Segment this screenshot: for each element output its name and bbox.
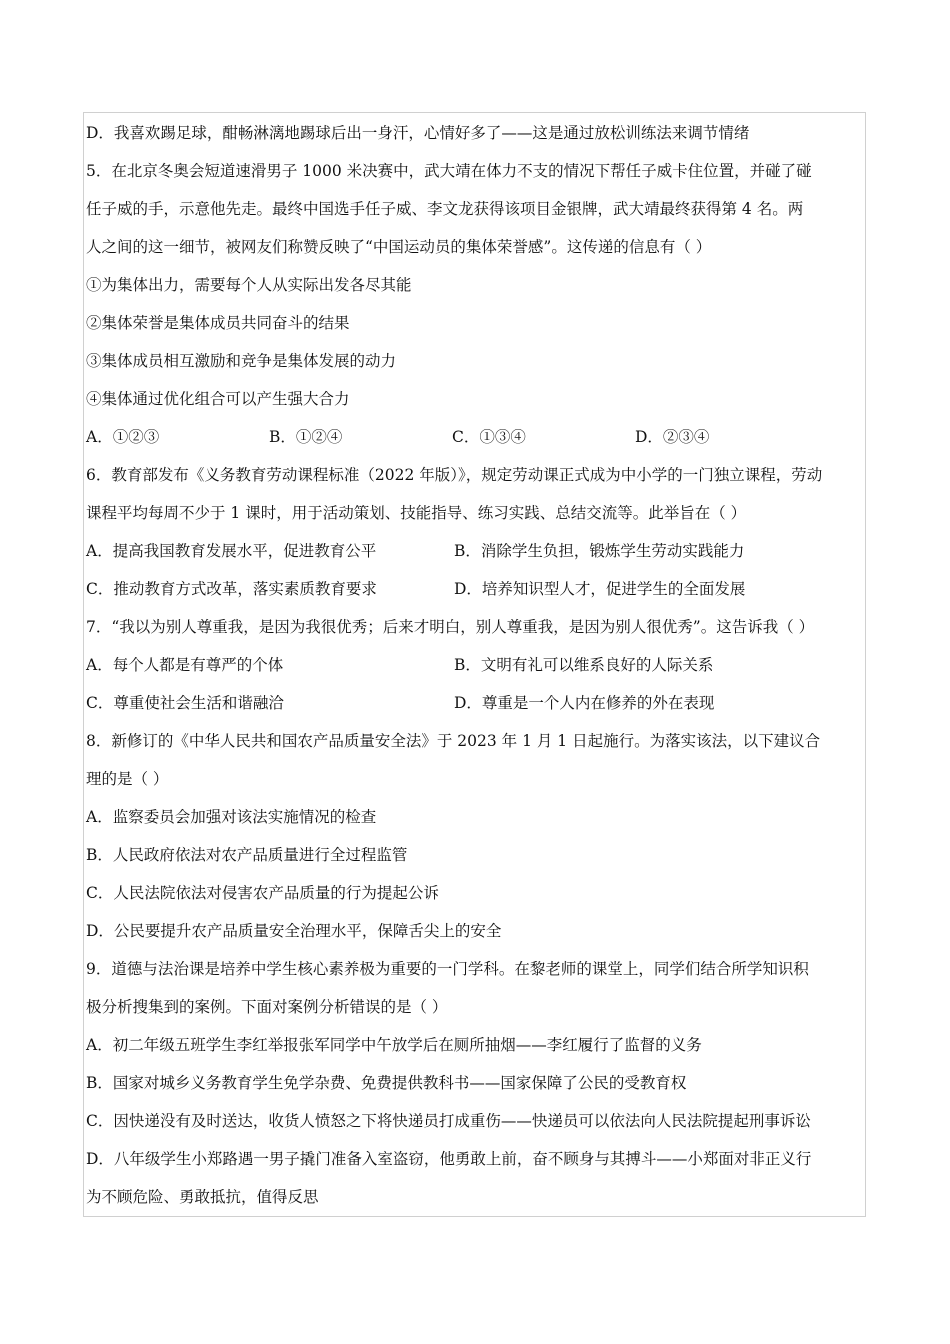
q8-option-a: A．监察委员会加强对该法实施情况的检查 xyxy=(86,808,377,826)
q6-stem-line-2: 课程平均每周不少于 1 课时，用于活动策划、技能指导、练习实践、总结交流等。此举旨在（ ） xyxy=(86,504,747,522)
q9-stem-line-2: 极分析搜集到的案例。下面对案例分析错误的是（ ） xyxy=(86,998,448,1016)
exam-page-content xyxy=(86,114,866,1216)
q9-option-a: A．初二年级五班学生李红举报张军同学中午放学后在厕所抽烟——李红履行了监督的义务 xyxy=(86,1036,702,1054)
q5-stem-line-3: 人之间的这一细节，被网友们称赞反映了“中国运动员的集体荣誉感”。这传递的信息有（ ） xyxy=(86,238,712,256)
q7-stem-line-1: 7．“我以为别人尊重我，是因为我很优秀；后来才明白，别人尊重我，是因为别人很优秀”。这告诉我（ ） xyxy=(86,618,815,636)
q7-options-row-1 xyxy=(86,646,866,684)
q9-option-c: C．因快递没有及时送达，收货人愤怒之下将快递员打成重伤——快递员可以依法向人民法院提起刑事诉讼 xyxy=(86,1112,811,1130)
q7-options-row-2 xyxy=(86,684,866,722)
q5-statement-4: ④集体通过优化组合可以产生强大合力 xyxy=(86,390,350,408)
q5-option-b: B．①②④ xyxy=(269,428,343,446)
q8-stem-line-2: 理的是（ ） xyxy=(86,770,169,788)
q8-option-b: B．人民政府依法对农产品质量进行全过程监管 xyxy=(86,846,408,864)
q5-options-row xyxy=(86,418,866,456)
q9-option-d-line-1: D．八年级学生小郑路遇一男子撬门准备入室盗窃，他勇敢上前，奋不顾身与其搏斗——小郑面对非正义行 xyxy=(86,1150,812,1168)
q6-options-row-2 xyxy=(86,570,866,608)
q6-option-c: C．推动教育方式改革，落实素质教育要求 xyxy=(86,580,377,598)
q5-stem-line-2: 任子威的手，示意他先走。最终中国选手任子威、李文龙获得该项目金银牌，武大靖最终获得第 4 名。两 xyxy=(86,200,804,218)
q9-option-d-line-2: 为不顾危险、勇敢抵抗，值得反思 xyxy=(86,1188,319,1206)
q6-stem-line-1: 6．教育部发布《义务教育劳动课程标准（2022 年版）》，规定劳动课正式成为中小学的一门独立课程，劳动 xyxy=(86,466,823,484)
q5-statement-3: ③集体成员相互激励和竞争是集体发展的动力 xyxy=(86,352,397,370)
q5-option-c: C．①③④ xyxy=(452,428,526,446)
q5-option-a: A．①②③ xyxy=(86,428,160,446)
q8-option-c: C．人民法院依法对侵害农产品质量的行为提起公诉 xyxy=(86,884,439,902)
q6-option-a: A．提高我国教育发展水平，促进教育公平 xyxy=(86,542,377,560)
q6-options-row-1 xyxy=(86,532,866,570)
q7-option-d: D．尊重是一个人内在修养的外在表现 xyxy=(454,694,715,712)
q5-statement-1: ①为集体出力，需要每个人从实际出发各尽其能 xyxy=(86,276,412,294)
q7-option-b: B．文明有礼可以维系良好的人际关系 xyxy=(454,656,714,674)
q9-stem-line-1: 9．道德与法治课是培养中学生核心素养极为重要的一门学科。在黎老师的课堂上，同学们结合所学知识积 xyxy=(86,960,809,978)
q6-option-b: B．消除学生负担，锻炼学生劳动实践能力 xyxy=(454,542,745,560)
q4-option-d: D．我喜欢踢足球，酣畅淋漓地踢球后出一身汗，心情好多了——这是通过放松训练法来调节情绪 xyxy=(86,124,750,142)
q5-option-d: D．②③④ xyxy=(635,428,710,446)
q7-option-a: A．每个人都是有尊严的个体 xyxy=(86,656,284,674)
q5-stem-line-1: 5．在北京冬奥会短道速滑男子 1000 米决赛中，武大靖在体力不支的情况下帮任子威卡住位置，并碰了碰 xyxy=(86,162,812,180)
q8-option-d: D．公民要提升农产品质量安全治理水平，保障舌尖上的安全 xyxy=(86,922,502,940)
q7-option-c: C．尊重使社会生活和谐融洽 xyxy=(86,694,284,712)
q9-option-b: B．国家对城乡义务教育学生免学杂费、免费提供教科书——国家保障了公民的受教育权 xyxy=(86,1074,687,1092)
q8-stem-line-1: 8．新修订的《中华人民共和国农产品质量安全法》于 2023 年 1 月 1 日起施行。为落实该法，以下建议合 xyxy=(86,732,821,750)
q6-option-d: D．培养知识型人才，促进学生的全面发展 xyxy=(454,580,746,598)
q5-statement-2: ②集体荣誉是集体成员共同奋斗的结果 xyxy=(86,314,350,332)
